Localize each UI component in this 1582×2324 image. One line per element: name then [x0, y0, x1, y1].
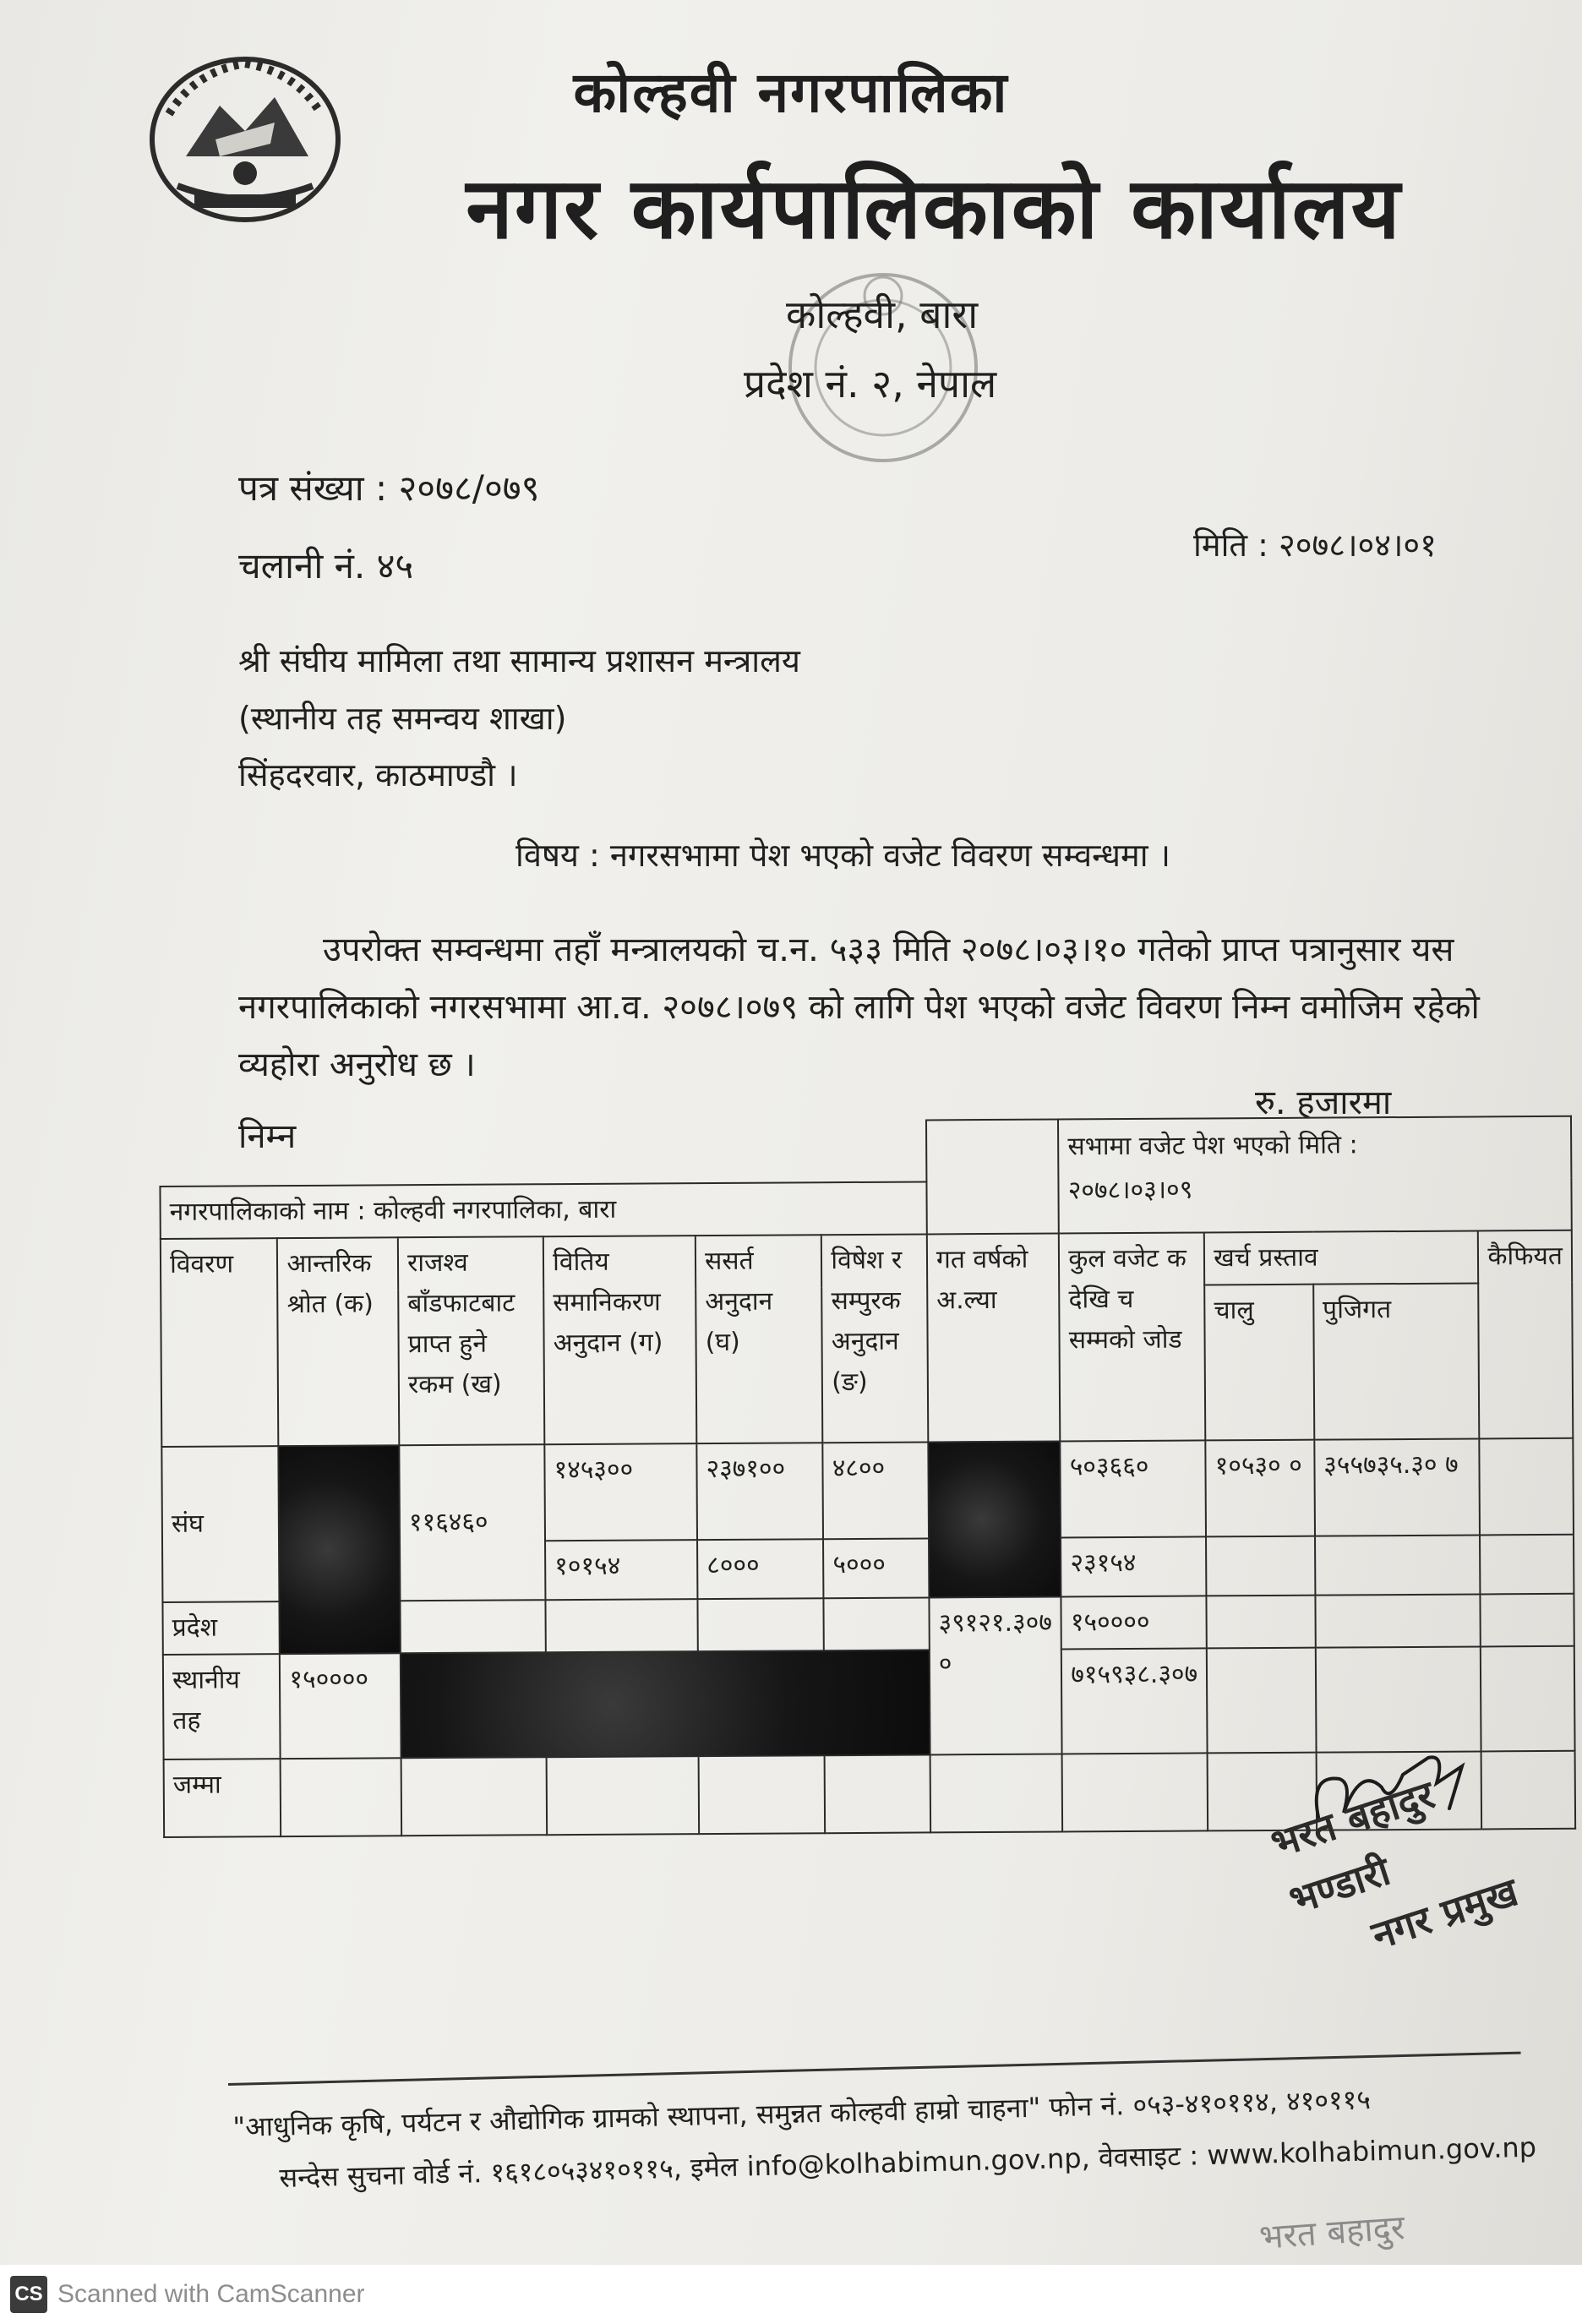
- municipality-name-cell: नगरपालिकाको नाम : कोल्हवी नगरपालिका, बारा: [160, 1181, 926, 1239]
- redacted-cell: [928, 1441, 1061, 1597]
- municipality-name: कोल्हवी नगरपालिका: [573, 60, 1009, 125]
- letter-date: मिति : २०७८।०४।०१: [1193, 526, 1437, 564]
- header-capital: पुजिगत: [1313, 1283, 1480, 1439]
- camscanner-logo-icon: CS: [10, 2276, 47, 2313]
- table-title: निम्न: [238, 1117, 297, 1156]
- footer-divider: [228, 2052, 1521, 2086]
- addressee-line-1: श्री संघीय मामिला तथा सामान्य प्रशासन मन्त्रालय: [238, 642, 800, 679]
- total-row-1: ५०३६६०: [1061, 1440, 1207, 1537]
- header-conditional: ससर्त अनुदान (घ): [696, 1235, 823, 1443]
- signer-name: भरत बहादुर भण्डारी: [1265, 1771, 1440, 1923]
- meeting-date-label: सभामा वजेट पेश भएको मिति :: [1067, 1130, 1358, 1162]
- signer-title: नगर प्रमुख: [1366, 1868, 1524, 1959]
- footer-stamp-text: भरत बहादुर: [1257, 2208, 1406, 2257]
- capital-row-1: ३५५७३५.३० ७: [1314, 1438, 1480, 1536]
- fiscal-province: १०१५४: [545, 1540, 697, 1600]
- table-row: [161, 1438, 1574, 1543]
- internal-local: १५००००: [280, 1653, 401, 1759]
- meeting-date: २०७८।०३।०९: [1067, 1175, 1193, 1206]
- conditional-province: ८०००: [697, 1539, 824, 1599]
- address-line-2: प्रदेश नं. २, नेपाल: [744, 361, 997, 406]
- header-remarks: कैफियत: [1478, 1230, 1573, 1439]
- previous-local: ३९१२१.३०७ ०: [929, 1596, 1061, 1754]
- dispatch-number: चलानी नं. ४५: [238, 545, 414, 586]
- header-total: कुल वजेट क देखि च सम्मको जोड: [1059, 1232, 1205, 1441]
- special-federal: ४८००: [823, 1442, 929, 1539]
- current-row-1: १०५३० ०: [1206, 1440, 1315, 1537]
- redacted-cell: [401, 1650, 930, 1758]
- conditional-federal: २३७१००: [696, 1443, 823, 1540]
- row-local: स्थानीय तह: [163, 1654, 281, 1759]
- header-special: विषेश र सम्पुरक अनुदान (ङ): [821, 1234, 928, 1443]
- total-row-2: २३१५४: [1061, 1536, 1206, 1596]
- office-name: नगर कार्यपालिकाको कार्यालय: [466, 159, 1402, 258]
- row-sum: जम्मा: [164, 1759, 281, 1837]
- header-previous: गत वर्षको अ.ल्या: [927, 1233, 1061, 1442]
- letter-body: उपरोक्त सम्वन्धमा तहाँ मन्त्रालयको च.न. ५३३ मिति २०७८।०३।१० गतेको प्राप्त पत्रानुसार यस नगरपालिकाको नगरसभामा आ.व. २०७८।०७९ को लागि पेश भएको वजेट विवरण निम्न वमोजिम रहेको व्यहोरा अनुरोध छ ।: [238, 930, 1480, 1084]
- total-row-3: १५००००: [1061, 1596, 1207, 1649]
- budget-table: [159, 1116, 1576, 1838]
- letter-number: पत्र संख्या : २०७८/०७९: [238, 467, 540, 509]
- fiscal-federal: १४५३००: [544, 1443, 697, 1541]
- header-details: विवरण: [161, 1238, 279, 1447]
- footer-slogan: "आधुनिक कृषि, पर्यटन र औद्योगिक ग्रामको स्थापना, समुन्नत कोल्हवी हाम्रो चाहना" फोन नं. ०५३-४१०११४, ४१०११५: [232, 2083, 1372, 2143]
- row-province: प्रदेश: [162, 1601, 280, 1655]
- header-internal: आन्तरिक श्रोत (क): [277, 1237, 399, 1446]
- total-row-4: ७१५९३८.३०७: [1061, 1648, 1208, 1754]
- row-federal: संघ: [161, 1446, 280, 1602]
- subject-line: विषय : नगरसभामा पेश भएको वजेट विवरण सम्वन्धमा ।: [516, 837, 1171, 874]
- special-province: ५०००: [823, 1538, 929, 1598]
- unit-note: रु. हजारमा: [1255, 1083, 1392, 1122]
- blank-header-cell: [926, 1119, 1059, 1234]
- revenue-federal: ११६४६०: [399, 1444, 545, 1601]
- addressee-line-2: (स्थानीय तह समन्वय शाखा): [238, 700, 567, 737]
- header-current: चालु: [1204, 1285, 1314, 1441]
- header-fiscal: वितिय समानिकरण अनुदान (ग): [543, 1236, 696, 1444]
- footer-contact: सन्देस सुचना वोर्ड नं. १६१८०५३४१०११५, इमेल info@kolhabimun.gov.np, वेवसाइट : www.kolhabimun.gov.np: [279, 2130, 1537, 2194]
- header-expense: खर्च प्रस्ताव: [1204, 1230, 1479, 1285]
- scanner-watermark: [0, 2265, 1582, 2324]
- address-line-1: कोल्हवी, बारा: [786, 292, 979, 337]
- addressee-line-3: सिंहदरवार, काठमाण्डौ ।: [238, 756, 518, 794]
- redacted-cell: [279, 1445, 401, 1654]
- header-revenue: राजश्व बाँडफाटबाट प्राप्त हुने रकम (ख): [398, 1236, 544, 1445]
- scanner-label: Scanned with CamScanner: [57, 2280, 365, 2308]
